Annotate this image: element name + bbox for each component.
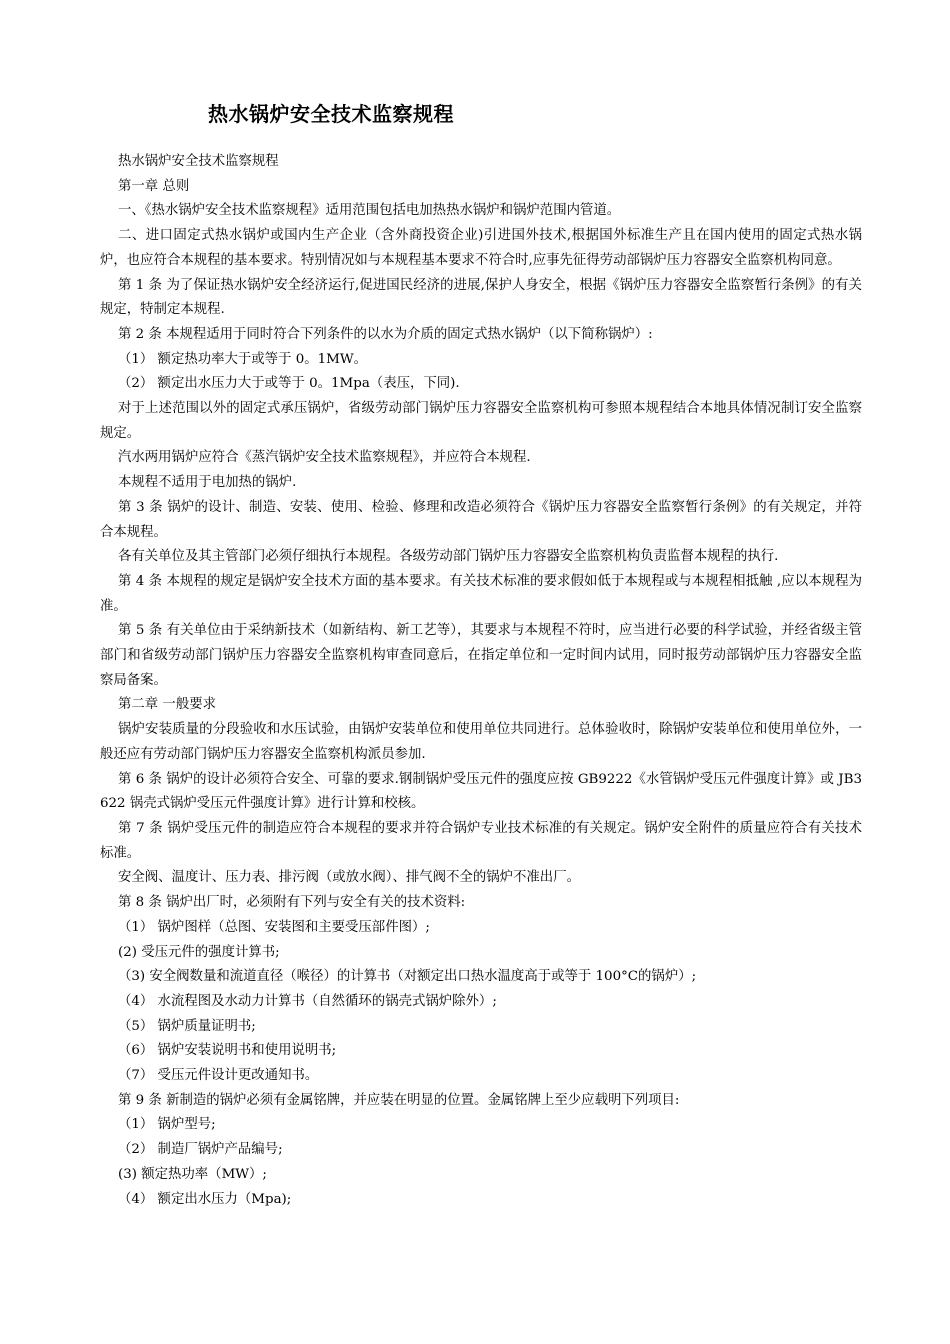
article-paragraph: 第 9 条 新制造的锅炉必须有金属铭牌，并应装在明显的位置。金属铭牌上至少应载明下列项目: (118, 1092, 680, 1108)
paragraph: 汽水两用锅炉应符合《蒸汽锅炉安全技术监察规程》，并应符合本规程. (118, 450, 531, 466)
list-item: （3) 安全阀数量和流道直径（喉径）的计算书（对额定出口热水温度高于或等于 100°C的锅炉）; (118, 969, 697, 985)
chapter-heading: 第二章 一般要求 (118, 697, 216, 713)
paragraph: 二、进口固定式热水锅炉或国内生产企业（含外商投资企业)引进国外技术,根据国外标准生产且在国内使用的固定式热水锅炉，也应符合本规程的基本要求。特别情况如与本规程基本要求不符合时,应事先征得劳动部锅炉压力容器安全监察机构同意。 (100, 228, 862, 268)
article-paragraph: 第 2 条 本规程适用于同时符合下列条件的以水为介质的固定式热水锅炉（以下简称锅炉）: (118, 326, 653, 342)
list-item: （1） 额定热功率大于或等于 0。1MW。 (118, 351, 368, 367)
list-item: (3) 额定热功率（MW）; (118, 1166, 267, 1182)
list-item: （1） 锅炉图样（总图、安装图和主要受压部件图）; (118, 919, 430, 935)
paragraph: 锅炉安装质量的分段验收和水压试验，由锅炉安装单位和使用单位共同进行。总体验收时，除锅炉安装单位和使用单位外，一般还应有劳动部门锅炉压力容器安全监察机构派员参加. (100, 722, 862, 762)
article-paragraph: 第 7 条 锅炉受压元件的制造应符合本规程的要求并符合锅炉专业技术标准的有关规定。锅炉安全附件的质量应符合有关技术标准。 (100, 820, 862, 861)
paragraph: 安全阀、温度计、压力表、排污阀（或放水阀）、排气阀不全的锅炉不准出厂。 (118, 870, 580, 886)
article-paragraph: 第 3 条 锅炉的设计、制造、安装、使用、检验、修理和改造必须符合《锅炉压力容器安全监察暂行条例》的有关规定，并符合本规程。 (100, 499, 862, 540)
list-item: （6） 锅炉安装说明书和使用说明书; (118, 1043, 337, 1059)
document-title: 热水锅炉安全技术监察规程 (208, 102, 454, 126)
list-item: （2） 额定出水压力大于或等于 0。1Mpa（表压，下同). (118, 376, 460, 392)
list-item: (2) 受压元件的强度计算书; (118, 944, 280, 960)
article-paragraph: 第 4 条 本规程的规定是锅炉安全技术方面的基本要求。有关技术标准的要求假如低于本规程或与本规程相抵触 ,应以本规程为准。 (100, 573, 862, 614)
paragraph: 热水锅炉安全技术监察规程 (118, 154, 279, 169)
article-paragraph: 第 8 条 锅炉出厂时，必须附有下列与安全有关的技术资料: (118, 895, 466, 911)
paragraph: 各有关单位及其主管部门必须仔细执行本规程。各级劳动部门锅炉压力容器安全监察机构负责监督本规程的执行. (118, 549, 779, 565)
list-item: （4） 额定出水压力（Mpa); (118, 1191, 292, 1207)
list-item: （1） 锅炉型号; (118, 1117, 216, 1133)
list-item: （2） 制造厂锅炉产品编号; (118, 1142, 283, 1158)
paragraph: 对于上述范围以外的固定式承压锅炉，省级劳动部门锅炉压力容器安全监察机构可参照本规程结合本地具体情况制订安全监察规定。 (100, 401, 862, 441)
article-paragraph: 第 1 条 为了保证热水锅炉安全经济运行,促进国民经济的进展,保护人身安全，根据《锅炉压力容器安全监察暂行条例》的有关规定，特制定本规程. (100, 277, 862, 318)
paragraph: 一、《热水锅炉安全技术监察规程》适用范围包括电加热热水锅炉和锅炉范围内管道。 (118, 203, 621, 219)
article-paragraph: 第 6 条 锅炉的设计必须符合安全、可靠的要求.钢制锅炉受压元件的强度应按 GB9222《水管锅炉受压元件强度计算》或 JB3622 锅壳式锅炉受压元件强度计算》进行计算和校核。 (100, 771, 862, 812)
document-body (100, 150, 862, 1212)
article-paragraph: 第 5 条 有关单位由于采纳新技术（如新结构、新工艺等），其要求与本规程不符时，应当进行必要的科学试验，并经省级主管部门和省级劳动部门锅炉压力容器安全监察机构审查同意后，在指定单位和一定时间内试用，同时报劳动部锅炉压力容器安全监察局备案。 (100, 623, 862, 688)
list-item: （4） 水流程图及水动力计算书（自然循环的锅壳式锅炉除外）; (118, 993, 497, 1009)
list-item: （7） 受压元件设计更改通知书。 (118, 1068, 319, 1084)
list-item: （5） 锅炉质量证明书; (118, 1018, 256, 1034)
paragraph: 本规程不适用于电加热的锅炉. (118, 475, 297, 491)
chapter-heading: 第一章 总则 (118, 178, 190, 194)
